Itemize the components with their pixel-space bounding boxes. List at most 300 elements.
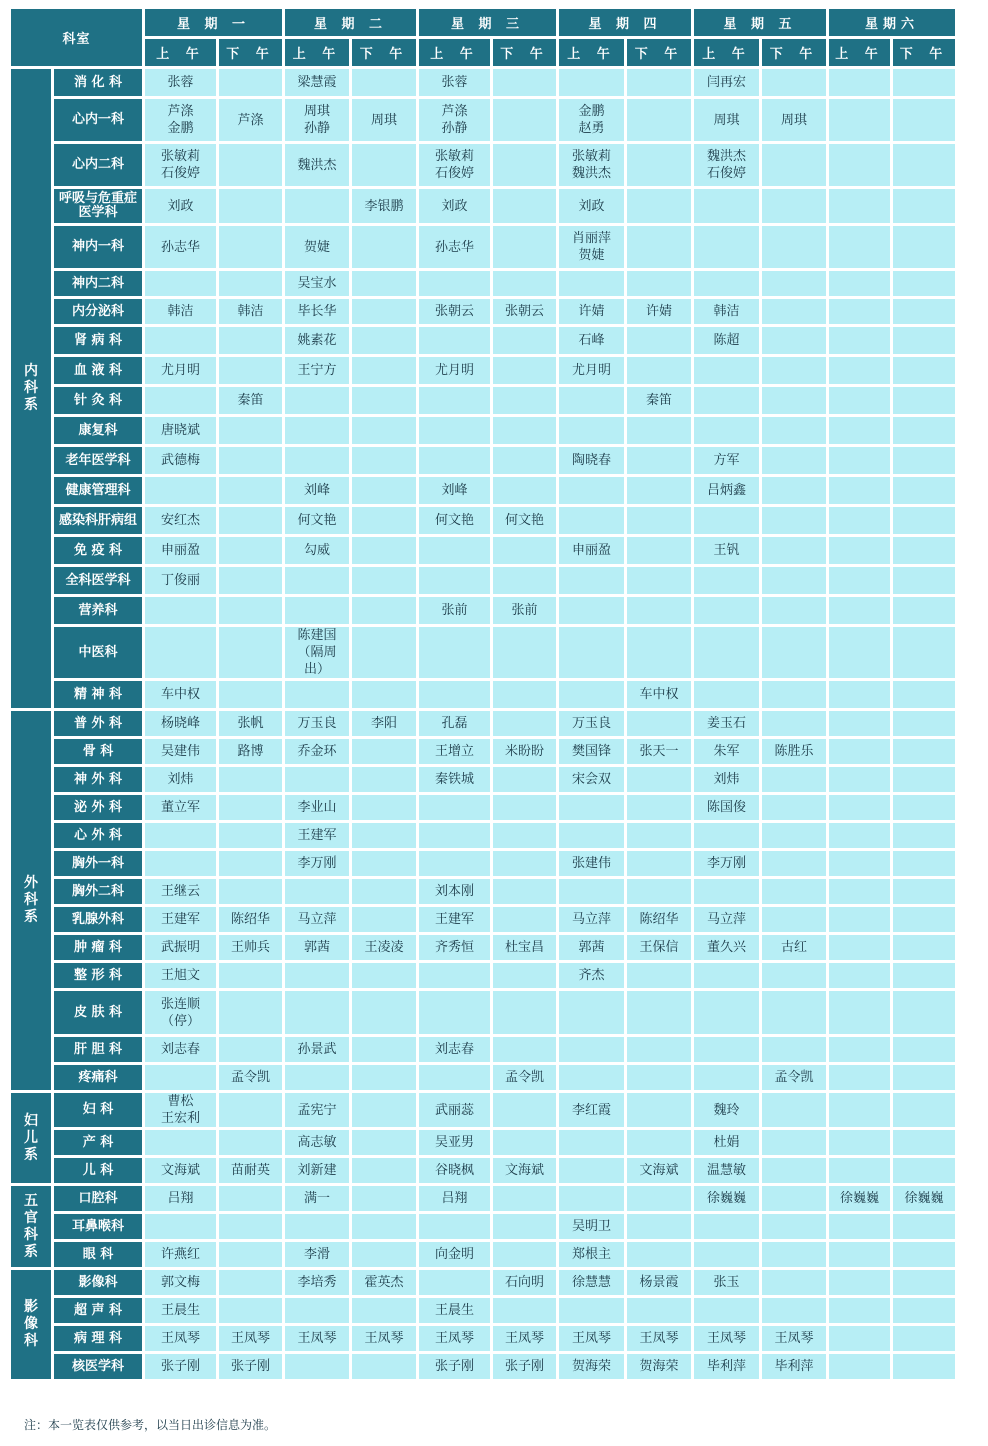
- doctor-cell: [694, 991, 759, 1034]
- schedule-row: [11, 537, 955, 564]
- doctor-cell: 张敏莉 石俊婷: [145, 144, 216, 186]
- department-name: 营养科: [54, 597, 142, 624]
- doctor-cell: 王凤琴: [559, 1326, 624, 1351]
- department-name: 产 科: [54, 1130, 142, 1155]
- doctor-cell: [627, 767, 691, 792]
- doctor-cell: [627, 417, 691, 444]
- schedule-row: [11, 477, 955, 504]
- doctor-cell: 满一: [285, 1186, 349, 1211]
- doctor-cell: [829, 795, 890, 820]
- doctor-cell: [352, 567, 416, 594]
- doctor-cell: 周琪: [694, 99, 759, 141]
- doctor-cell: [829, 1214, 890, 1239]
- doctor-cell: [893, 144, 955, 186]
- footnote: 注：本一览表仅供参考，以当日出诊信息为准。: [24, 1418, 277, 1432]
- doctor-cell: [219, 537, 282, 564]
- doctor-cell: [627, 189, 691, 223]
- doctor-cell: 张玉: [694, 1270, 759, 1295]
- doctor-cell: [762, 1242, 826, 1267]
- doctor-cell: 刘炜: [694, 767, 759, 792]
- schedule-row: [11, 879, 955, 904]
- department-name: 心 外 科: [54, 823, 142, 848]
- doctor-cell: [893, 417, 955, 444]
- doctor-cell: 丁俊丽: [145, 567, 216, 594]
- doctor-cell: [493, 477, 556, 504]
- schedule-row: [11, 1093, 955, 1127]
- doctor-cell: [219, 795, 282, 820]
- morning-header: 上 午: [145, 39, 216, 66]
- doctor-cell: [145, 477, 216, 504]
- doctor-cell: [694, 627, 759, 678]
- doctor-cell: 姜玉石: [694, 711, 759, 736]
- doctor-cell: [627, 226, 691, 268]
- doctor-cell: 尤月明: [145, 357, 216, 384]
- doctor-cell: 陈绍华: [627, 907, 691, 932]
- department-name: 病 理 科: [54, 1326, 142, 1351]
- doctor-cell: 秦笛: [627, 387, 691, 414]
- doctor-cell: 宋会双: [559, 767, 624, 792]
- doctor-cell: [219, 1298, 282, 1323]
- schedule-row: [11, 1158, 955, 1183]
- doctor-cell: 王增立: [419, 739, 490, 764]
- doctor-cell: [627, 1037, 691, 1062]
- doctor-cell: [352, 1158, 416, 1183]
- doctor-cell: [893, 299, 955, 324]
- doctor-cell: 毕长华: [285, 299, 349, 324]
- doctor-cell: [285, 991, 349, 1034]
- doctor-cell: [893, 597, 955, 624]
- doctor-cell: 万玉良: [559, 711, 624, 736]
- doctor-cell: [694, 226, 759, 268]
- department-group-label: 五官科系: [24, 1192, 38, 1260]
- doctor-cell: 申丽盈: [145, 537, 216, 564]
- schedule-row: [11, 144, 955, 186]
- doctor-cell: [145, 271, 216, 296]
- doctor-cell: [285, 1298, 349, 1323]
- department-name: 老年医学科: [54, 447, 142, 474]
- doctor-cell: [893, 1326, 955, 1351]
- doctor-cell: [493, 387, 556, 414]
- doctor-cell: 米盼盼: [493, 739, 556, 764]
- half-day-header-row: [11, 39, 955, 66]
- doctor-cell: [559, 1186, 624, 1211]
- department-group-label: 影像科: [24, 1299, 38, 1349]
- doctor-cell: [219, 1270, 282, 1295]
- doctor-cell: [694, 879, 759, 904]
- doctor-cell: [694, 507, 759, 534]
- doctor-cell: [493, 189, 556, 223]
- doctor-cell: 吴建伟: [145, 739, 216, 764]
- doctor-cell: [559, 1158, 624, 1183]
- doctor-cell: 李红霞: [559, 1093, 624, 1127]
- doctor-cell: 周琪 孙静: [285, 99, 349, 141]
- doctor-cell: [627, 795, 691, 820]
- doctor-cell: [352, 907, 416, 932]
- doctor-cell: 魏玲: [694, 1093, 759, 1127]
- doctor-cell: [762, 823, 826, 848]
- doctor-cell: [762, 271, 826, 296]
- doctor-cell: [829, 963, 890, 988]
- schedule-row: [11, 507, 955, 534]
- doctor-cell: 向金明: [419, 1242, 490, 1267]
- doctor-cell: 郭茜: [559, 935, 624, 960]
- doctor-cell: [829, 189, 890, 223]
- doctor-cell: [285, 1214, 349, 1239]
- department-header: 科室: [11, 9, 142, 66]
- day-header: 星 期 三: [419, 9, 556, 36]
- department-name: 肝 胆 科: [54, 1037, 142, 1062]
- doctor-cell: [627, 627, 691, 678]
- doctor-cell: [627, 1242, 691, 1267]
- doctor-cell: [829, 357, 890, 384]
- doctor-cell: [762, 597, 826, 624]
- doctor-cell: [352, 963, 416, 988]
- doctor-cell: 王凤琴: [762, 1326, 826, 1351]
- doctor-cell: [829, 271, 890, 296]
- doctor-cell: 吕炳鑫: [694, 477, 759, 504]
- doctor-cell: [627, 823, 691, 848]
- doctor-cell: [694, 271, 759, 296]
- doctor-cell: [352, 1130, 416, 1155]
- doctor-cell: [829, 144, 890, 186]
- schedule-row: [11, 327, 955, 354]
- schedule-row: [11, 1186, 955, 1211]
- department-name: 肾 病 科: [54, 327, 142, 354]
- doctor-cell: 陈国俊: [694, 795, 759, 820]
- doctor-cell: [493, 1093, 556, 1127]
- doctor-cell: [145, 1214, 216, 1239]
- doctor-cell: [893, 739, 955, 764]
- doctor-cell: 孙志华: [419, 226, 490, 268]
- doctor-cell: [219, 417, 282, 444]
- doctor-cell: [762, 795, 826, 820]
- doctor-cell: 杜娟: [694, 1130, 759, 1155]
- doctor-cell: [762, 357, 826, 384]
- doctor-cell: [694, 567, 759, 594]
- doctor-cell: [352, 1093, 416, 1127]
- schedule-row: [11, 823, 955, 848]
- doctor-cell: 石峰: [559, 327, 624, 354]
- doctor-cell: [829, 681, 890, 708]
- doctor-cell: 杨景霞: [627, 1270, 691, 1295]
- doctor-cell: [493, 447, 556, 474]
- doctor-cell: [493, 1214, 556, 1239]
- doctor-cell: [762, 507, 826, 534]
- doctor-cell: [219, 681, 282, 708]
- doctor-cell: [762, 879, 826, 904]
- doctor-cell: [352, 1037, 416, 1062]
- department-name: 血 液 科: [54, 357, 142, 384]
- doctor-cell: 齐秀恒: [419, 935, 490, 960]
- doctor-cell: [762, 189, 826, 223]
- department-name: 康复科: [54, 417, 142, 444]
- doctor-cell: [219, 189, 282, 223]
- doctor-cell: [352, 299, 416, 324]
- day-header: 星 期 四: [559, 9, 691, 36]
- doctor-cell: 董久兴: [694, 935, 759, 960]
- doctor-cell: [352, 226, 416, 268]
- doctor-cell: 吴宝水: [285, 271, 349, 296]
- department-group: [11, 1186, 51, 1267]
- doctor-cell: 车中权: [627, 681, 691, 708]
- doctor-cell: 张连顺 （停）: [145, 991, 216, 1034]
- doctor-cell: [893, 935, 955, 960]
- doctor-cell: [493, 1298, 556, 1323]
- doctor-cell: [352, 879, 416, 904]
- doctor-cell: [893, 387, 955, 414]
- doctor-cell: [829, 387, 890, 414]
- doctor-cell: 王继云: [145, 879, 216, 904]
- schedule-row: [11, 357, 955, 384]
- doctor-cell: 李滑: [285, 1242, 349, 1267]
- doctor-cell: [627, 1065, 691, 1090]
- doctor-cell: [627, 69, 691, 96]
- afternoon-header: 下 午: [893, 39, 955, 66]
- afternoon-header: 下 午: [352, 39, 416, 66]
- doctor-cell: [893, 69, 955, 96]
- doctor-cell: [627, 1214, 691, 1239]
- doctor-cell: [352, 144, 416, 186]
- schedule-row: [11, 69, 955, 96]
- doctor-cell: [559, 507, 624, 534]
- doctor-cell: 刘政: [419, 189, 490, 223]
- doctor-cell: 陈超: [694, 327, 759, 354]
- doctor-cell: [829, 537, 890, 564]
- doctor-cell: [893, 907, 955, 932]
- doctor-cell: 秦笛: [219, 387, 282, 414]
- doctor-cell: [762, 226, 826, 268]
- schedule-row: [11, 1354, 955, 1379]
- doctor-cell: [829, 299, 890, 324]
- doctor-cell: 徐巍巍: [829, 1186, 890, 1211]
- doctor-cell: 勾威: [285, 537, 349, 564]
- doctor-cell: 苗耐英: [219, 1158, 282, 1183]
- doctor-cell: [285, 567, 349, 594]
- doctor-cell: [829, 1242, 890, 1267]
- doctor-cell: 王建军: [285, 823, 349, 848]
- doctor-cell: [829, 417, 890, 444]
- doctor-cell: [762, 1130, 826, 1155]
- doctor-cell: 温慧敏: [694, 1158, 759, 1183]
- doctor-cell: [829, 1298, 890, 1323]
- doctor-cell: [493, 417, 556, 444]
- doctor-cell: [893, 681, 955, 708]
- doctor-cell: 韩洁: [219, 299, 282, 324]
- doctor-cell: [893, 537, 955, 564]
- department-group-label: 内科系: [24, 363, 38, 413]
- doctor-cell: [493, 99, 556, 141]
- doctor-cell: [762, 69, 826, 96]
- doctor-cell: [559, 991, 624, 1034]
- doctor-cell: [762, 387, 826, 414]
- doctor-cell: [352, 1065, 416, 1090]
- doctor-cell: [559, 1065, 624, 1090]
- doctor-cell: [145, 1130, 216, 1155]
- department-group-label: 外科系: [24, 875, 38, 925]
- department-group: [11, 1270, 51, 1379]
- doctor-cell: 徐巍巍: [893, 1186, 955, 1211]
- doctor-cell: [762, 1186, 826, 1211]
- doctor-cell: 樊国锋: [559, 739, 624, 764]
- doctor-cell: [219, 767, 282, 792]
- department-name: 呼吸与危重症医学科: [54, 189, 142, 223]
- doctor-cell: 陶晓春: [559, 447, 624, 474]
- doctor-cell: [762, 1037, 826, 1062]
- doctor-cell: 董立军: [145, 795, 216, 820]
- doctor-cell: 张子刚: [493, 1354, 556, 1379]
- doctor-cell: 李阳: [352, 711, 416, 736]
- schedule-row: [11, 299, 955, 324]
- doctor-cell: [559, 1298, 624, 1323]
- doctor-cell: [893, 711, 955, 736]
- doctor-cell: [893, 189, 955, 223]
- department-name: 口腔科: [54, 1186, 142, 1211]
- department-name: 普 外 科: [54, 711, 142, 736]
- doctor-cell: [762, 1270, 826, 1295]
- doctor-cell: 王凤琴: [145, 1326, 216, 1351]
- doctor-cell: [352, 271, 416, 296]
- clinic-schedule-table: [8, 6, 958, 1382]
- doctor-cell: 许燕红: [145, 1242, 216, 1267]
- doctor-cell: [219, 1093, 282, 1127]
- doctor-cell: [893, 1270, 955, 1295]
- doctor-cell: [893, 327, 955, 354]
- doctor-cell: [352, 327, 416, 354]
- schedule-row: [11, 447, 955, 474]
- doctor-cell: [219, 447, 282, 474]
- doctor-cell: 李业山: [285, 795, 349, 820]
- doctor-cell: [627, 1298, 691, 1323]
- doctor-cell: [219, 357, 282, 384]
- doctor-cell: 闫再宏: [694, 69, 759, 96]
- department-name: 疼痛科: [54, 1065, 142, 1090]
- doctor-cell: [352, 851, 416, 876]
- doctor-cell: 许婧: [559, 299, 624, 324]
- doctor-cell: 刘政: [145, 189, 216, 223]
- doctor-cell: 杨晓峰: [145, 711, 216, 736]
- doctor-cell: [493, 627, 556, 678]
- doctor-cell: [829, 907, 890, 932]
- doctor-cell: [694, 597, 759, 624]
- doctor-cell: [893, 357, 955, 384]
- doctor-cell: 文海斌: [493, 1158, 556, 1183]
- doctor-cell: [829, 711, 890, 736]
- doctor-cell: 韩洁: [694, 299, 759, 324]
- doctor-cell: [493, 879, 556, 904]
- doctor-cell: 张朝云: [493, 299, 556, 324]
- doctor-cell: [762, 851, 826, 876]
- schedule-row: [11, 1298, 955, 1323]
- doctor-cell: [352, 1214, 416, 1239]
- schedule-row: [11, 991, 955, 1034]
- doctor-cell: [219, 879, 282, 904]
- doctor-cell: 齐杰: [559, 963, 624, 988]
- doctor-cell: [762, 681, 826, 708]
- doctor-cell: 王宁方: [285, 357, 349, 384]
- doctor-cell: [829, 226, 890, 268]
- doctor-cell: [627, 991, 691, 1034]
- doctor-cell: [285, 1354, 349, 1379]
- doctor-cell: 路博: [219, 739, 282, 764]
- doctor-cell: [219, 477, 282, 504]
- doctor-cell: 张前: [419, 597, 490, 624]
- doctor-cell: [893, 1298, 955, 1323]
- doctor-cell: 刘炜: [145, 767, 216, 792]
- doctor-cell: [219, 823, 282, 848]
- doctor-cell: [352, 447, 416, 474]
- doctor-cell: [493, 1186, 556, 1211]
- doctor-cell: 刘本刚: [419, 879, 490, 904]
- doctor-cell: [694, 823, 759, 848]
- doctor-cell: [762, 1093, 826, 1127]
- doctor-cell: [762, 537, 826, 564]
- day-header: 星 期 五: [694, 9, 826, 36]
- doctor-cell: [627, 1186, 691, 1211]
- doctor-cell: [694, 1214, 759, 1239]
- doctor-cell: [829, 1093, 890, 1127]
- doctor-cell: [352, 1354, 416, 1379]
- department-name: 中医科: [54, 627, 142, 678]
- afternoon-header: 下 午: [627, 39, 691, 66]
- department-name: 肿 瘤 科: [54, 935, 142, 960]
- schedule-row: [11, 1130, 955, 1155]
- doctor-cell: 唐晓斌: [145, 417, 216, 444]
- doctor-cell: 尤月明: [419, 357, 490, 384]
- doctor-cell: [219, 144, 282, 186]
- doctor-cell: [829, 567, 890, 594]
- doctor-cell: 魏洪杰: [285, 144, 349, 186]
- doctor-cell: [419, 823, 490, 848]
- doctor-cell: [219, 69, 282, 96]
- doctor-cell: 陈胜乐: [762, 739, 826, 764]
- doctor-cell: [352, 477, 416, 504]
- doctor-cell: [694, 417, 759, 444]
- doctor-cell: [829, 1065, 890, 1090]
- schedule-row: [11, 1214, 955, 1239]
- doctor-cell: [559, 597, 624, 624]
- doctor-cell: 孟宪宁: [285, 1093, 349, 1127]
- doctor-cell: 曹松 王宏利: [145, 1093, 216, 1127]
- schedule-row: [11, 271, 955, 296]
- doctor-cell: [893, 567, 955, 594]
- doctor-cell: [559, 69, 624, 96]
- doctor-cell: [559, 879, 624, 904]
- schedule-row: [11, 189, 955, 223]
- schedule-row: [11, 567, 955, 594]
- schedule-row: [11, 711, 955, 736]
- doctor-cell: 陈绍华: [219, 907, 282, 932]
- schedule-row: [11, 963, 955, 988]
- doctor-cell: [219, 567, 282, 594]
- morning-header: 上 午: [694, 39, 759, 66]
- doctor-cell: [493, 963, 556, 988]
- doctor-cell: 王钒: [694, 537, 759, 564]
- doctor-cell: [627, 537, 691, 564]
- doctor-cell: 吴亚男: [419, 1130, 490, 1155]
- doctor-cell: [493, 711, 556, 736]
- doctor-cell: 李万刚: [285, 851, 349, 876]
- doctor-cell: [762, 963, 826, 988]
- doctor-cell: 王凤琴: [219, 1326, 282, 1351]
- doctor-cell: 文海斌: [627, 1158, 691, 1183]
- doctor-cell: [145, 627, 216, 678]
- doctor-cell: [627, 1093, 691, 1127]
- doctor-cell: [285, 447, 349, 474]
- schedule-row: [11, 417, 955, 444]
- department-name: 泌 外 科: [54, 795, 142, 820]
- doctor-cell: [219, 507, 282, 534]
- doctor-cell: [762, 627, 826, 678]
